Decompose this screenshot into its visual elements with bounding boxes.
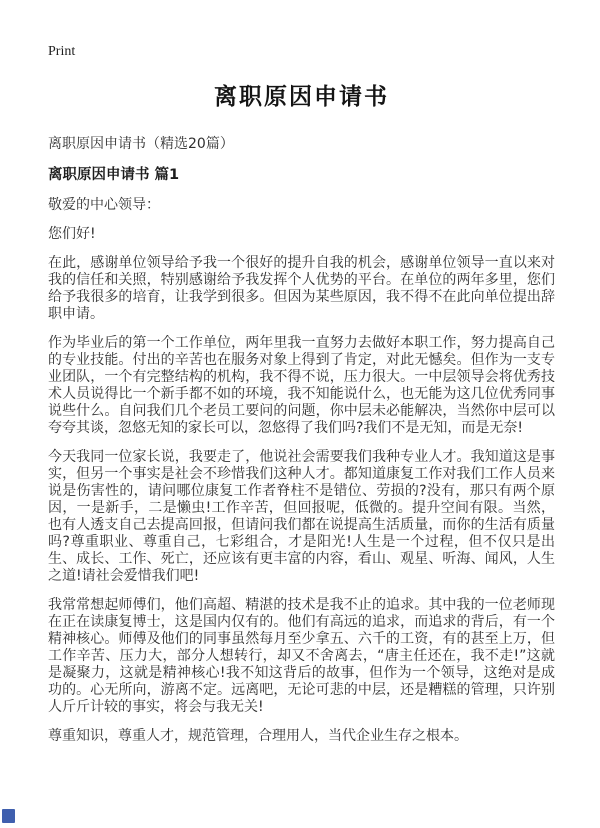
doc-subtitle: 离职原因申请书（精选20篇） (48, 136, 234, 152)
closing-paragraph: 尊重知识，尊重人才，规范管理，合理用人，当代企业生存之根本。 (48, 728, 468, 744)
corner-badge (2, 809, 15, 823)
section-heading: 离职原因申请书 篇1 (48, 167, 180, 183)
body-paragraph: 今天我同一位家长说，我要走了，他说社会需要我们我种专业人才。我知道这是事实，但另一个事实是社会不珍惜我们这种人才。都知道康复工作对我们工作人员来说是伤害性的，请问哪位康复工作者脊柱不是错位、劳损的?没有，那只有两个原因，一是新手，二是懒虫!工作辛苦，但回报呢，低微的。提升空间有限。当然，也有人透支自己去提高回报，但请问我们都在说提高生活质量，而你的生活有质量吗?尊重职业、尊重自己，七彩组合，才是阳光!人生是一个过程，但不仅只是出生、成长、工作、死亡，还应该有更丰富的内容，看山、观星、听海、闻风，人生之道!请社会爱惜我们吧! (48, 449, 555, 584)
greeting-line: 您们好! (48, 226, 96, 242)
page-title: 离职原因申请书 (214, 84, 389, 110)
salutation-line: 敬爱的中心领导： (48, 197, 160, 213)
print-link[interactable]: Print (48, 44, 76, 59)
body-paragraph: 作为毕业后的第一个工作单位，两年里我一直努力去做好本职工作，努力提高自己的专业技能。付出的辛苦也在服务对象上得到了肯定，对此无憾矣。但作为一支专业团队，一个有完整结构的机构，我不得不说，压力很大。一中层领导会将优秀技术人员说得比一个新手都不如的环境，我不知能说什么，也无能为这几位优秀同事说些什么。自问我们几个老员工要问的问题，你中层未必能解决，当然你中层可以夸夸其谈，忽悠无知的家长可以，忽悠得了我们吗?我们不是无知，而是无奈! (48, 335, 555, 436)
body-paragraph: 在此，感谢单位领导给予我一个很好的提升自我的机会，感谢单位领导一直以来对我的信任和关照，特别感谢给予我发挥个人优势的平台。在单位的两年多里，您们给予我很多的培育，让我学到很多。但因为某些原因，我不得不在此向单位提出辞职申请。 (48, 255, 555, 322)
body-paragraph: 我常常想起师傅们，他们高超、精湛的技术是我不止的追求。其中我的一位老师现在正在读康复博士，这是国内仅有的。他们有高远的追求，而追求的背后，有一个精神核心。师傅及他们的同事虽然每月至少拿五、六千的工资，有的甚至上万，但工作辛苦、压力大，部分人想转行，却又不舍离去，“唐主任还在，我不走!”这就是凝聚力，这就是精神核心!我不知这背后的故事，但作为一个领导，这绝对是成功的。心无所向，游离不定。远离吧，无论可悲的中层，还是糟糕的管理，只许别人斤斤计较的事实，将会与我无关! (48, 597, 555, 715)
